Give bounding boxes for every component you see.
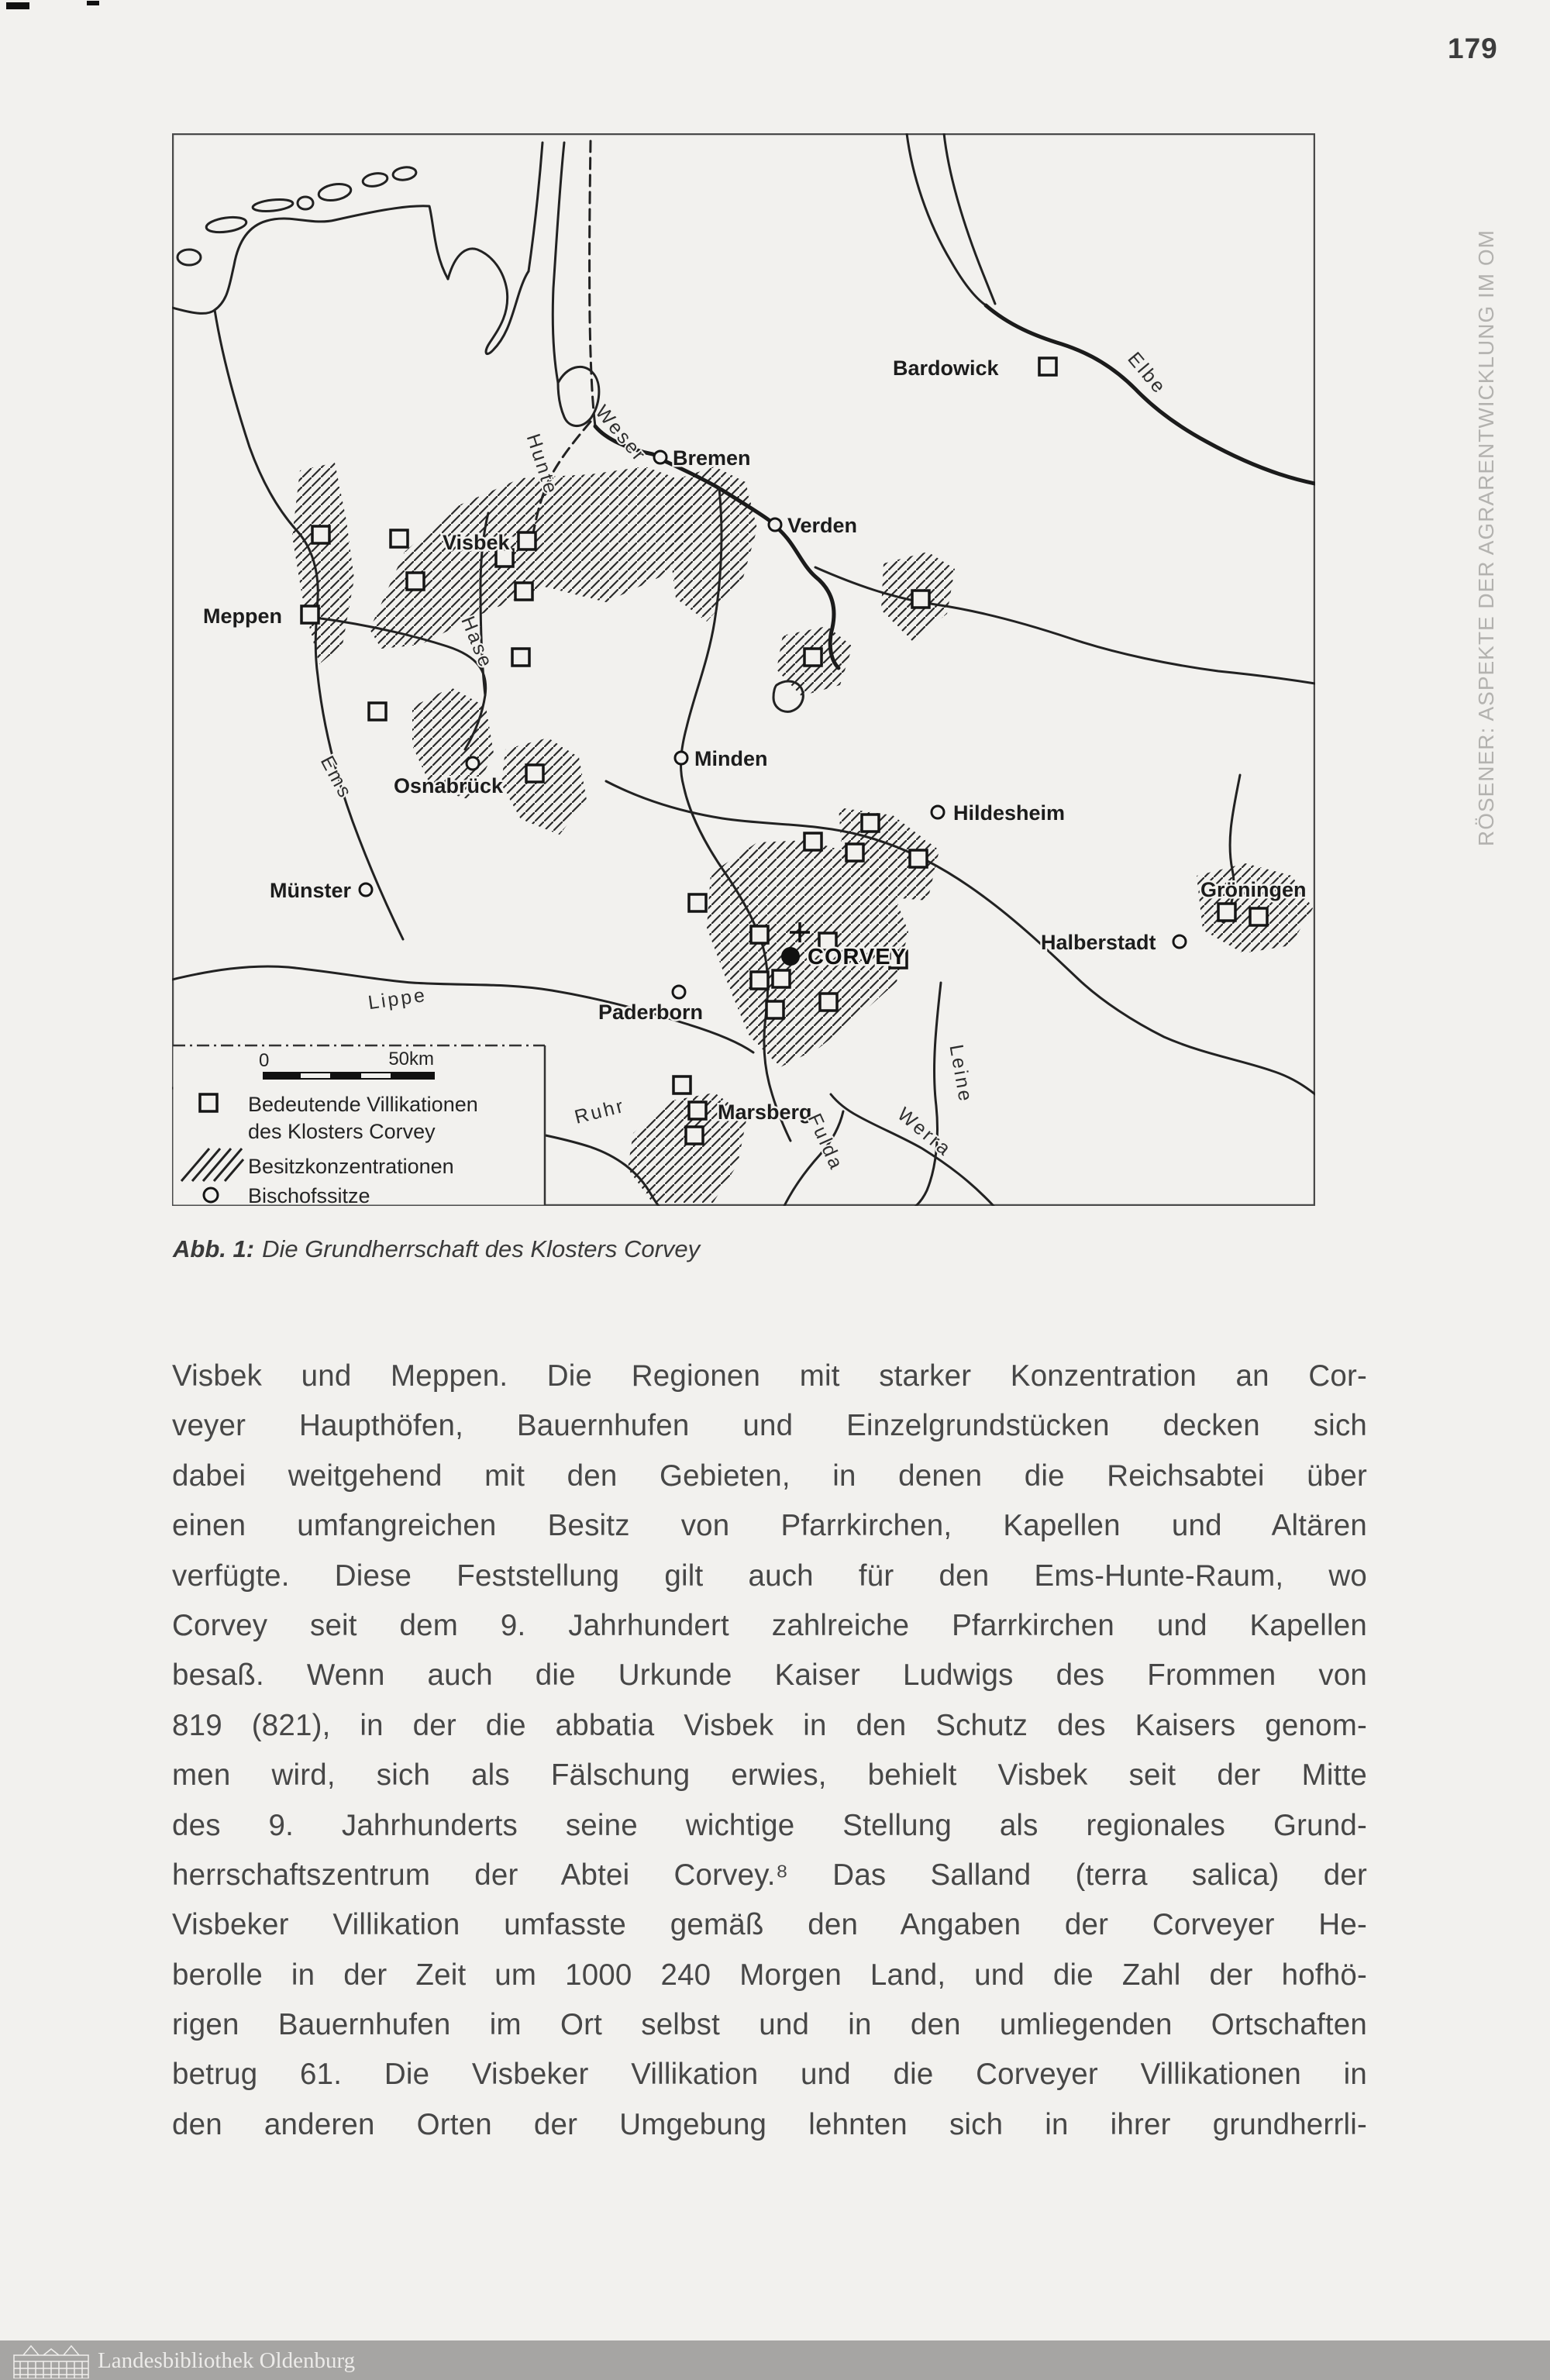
library-building-icon [12,2343,90,2378]
body-paragraph [172,1352,1367,2150]
villication-square-marker [1250,908,1267,925]
body-line: veyer Haupthöfen, Bauernhufen und Einzelgrundstücken decken sich [172,1409,1367,1443]
legend-villication-line1: Bedeutende Villikationen [248,1093,478,1116]
villication-square-marker [1039,358,1056,375]
body-line: berolle in der Zeit um 1000 240 Morgen Land, und die Zahl der hofhö- [172,1958,1367,1992]
villication-square-marker [391,530,408,547]
scan-artifact [6,2,29,9]
legend-square-icon [200,1094,217,1111]
villication-square-marker [1218,904,1235,921]
lake [773,681,803,711]
villication-square-marker [910,850,927,867]
label-muenster: Münster [270,879,352,902]
bishop-circle-bremen [654,451,666,463]
elbe-river [986,305,1315,484]
body-line: herrschaftszentrum der Abtei Corvey.⁸ Das Salland (terra salica) der [172,1858,1367,1892]
map-legend [173,1045,545,1206]
label-fulda-river: Fulda [803,1110,848,1174]
body-line: einen umfangreichen Besitz von Pfarrkirchen, Kapellen und Altären [172,1509,1367,1543]
body-line: Corvey seit dem 9. Jahrhundert zahlreiche Pfarrkirchen und Kapellen [172,1608,1367,1642]
bishop-circle-halberstadt [1173,935,1186,948]
scale-bar [264,1073,434,1079]
bishop-circle-paderborn [673,986,685,998]
villication-square-marker [515,583,532,600]
leine-river [881,983,941,1206]
sidebar-running-title: RÖSENER: ASPEKTE DER AGRARENTWICKLUNG IM OM [1474,229,1498,846]
bishop-circle-minden [675,752,687,764]
legend-concentration: Besitzkonzentrationen [248,1155,454,1178]
legend-circle-icon [204,1188,218,1202]
coastline [172,143,599,426]
label-lippe-river: Lippe [367,983,429,1014]
body-line: besaß. Wenn auch die Urkunde Kaiser Ludwigs des Frommen von [172,1658,1367,1693]
legend-bishop: Bischofssitze [248,1184,370,1206]
bishop-circle-muenster [360,883,372,896]
villication-square-marker [301,606,319,623]
label-corvey: CORVEY [808,945,907,970]
label-verden: Verden [787,514,858,537]
body-line: rigen Bauernhufen im Ort selbst und in den umliegenden Ortschaften [172,2008,1367,2042]
legend-villication-line2: des Klosters Corvey [248,1120,436,1143]
label-halberstadt: Halberstadt [1041,931,1156,954]
label-hase-river: Hase [456,613,498,672]
villication-square-marker [512,649,529,666]
label-weser-river: Weser [591,401,651,467]
page-number: 179 [1448,33,1498,64]
villication-square-marker [766,1001,784,1018]
label-meppen: Meppen [203,604,283,628]
label-bremen: Bremen [673,446,751,470]
villication-square-marker [751,972,768,989]
villication-square-marker [369,703,386,720]
label-marsberg: Marsberg [718,1100,812,1124]
label-hunte-river: Hunte [522,431,563,498]
label-ems-river: Ems [315,752,357,803]
bishop-circle-osnabrueck [467,757,479,770]
label-ruhr-river: Ruhr [572,1094,628,1128]
scale-zero: 0 [259,1050,270,1071]
label-osnabrueck: Osnabrück [394,774,504,797]
villication-square-marker [673,1076,691,1094]
bishop-circle-hildesheim [932,806,944,818]
corvey-dot [781,947,800,966]
label-paderborn: Paderborn [598,1001,704,1024]
label-visbek: Visbek [443,531,510,554]
weser-river [590,141,595,426]
label-leine-river: Leine [945,1042,977,1105]
villication-square-marker [518,532,536,549]
caption-text: Die Grundherrschaft des Klosters Corvey [262,1235,701,1262]
map-figure [172,133,1315,1206]
villication-square-marker [820,994,837,1011]
villication-square-marker [912,591,929,608]
body-line: men wird, sich als Fälschung erwies, behielt Visbek seit der Mitte [172,1758,1367,1793]
body-line: verfügte. Diese Feststellung gilt auch für den Ems-Hunte-Raum, wo [172,1559,1367,1593]
label-hildesheim: Hildesheim [953,801,1066,825]
villication-square-marker [526,765,543,782]
villication-square-marker [773,970,790,987]
body-line: dabei weitgehend mit den Gebieten, in denen die Reichsabtei über [172,1459,1367,1493]
body-line: des 9. Jahrhunderts seine wichtige Stellung als regionales Grund- [172,1808,1367,1842]
villication-square-marker [686,1127,703,1144]
figure-caption [173,1235,700,1263]
body-line: Visbek und Meppen. Die Regionen mit starker Konzentration an Cor- [172,1359,1367,1393]
label-groeningen: Gröningen [1200,878,1307,901]
label-minden: Minden [694,747,768,770]
label-elbe-river: Elbe [1123,348,1171,399]
body-line: 819 (821), in der die abbatia Visbek in den Schutz des Kaisers genom- [172,1708,1367,1742]
villication-square-marker [312,526,329,543]
label-werra-river: Werra [893,1103,956,1162]
corvey-map [172,133,1315,1206]
body-line: den anderen Orten der Umgebung lehnten sich in ihrer grundherrli- [172,2107,1367,2141]
villication-square-marker [751,926,768,943]
villication-square-marker [846,844,863,861]
villication-square-marker [689,1102,706,1119]
villication-square-marker [862,815,879,832]
library-footer-bar [0,2340,1550,2380]
body-line: betrug 61. Die Visbeker Villikation und die Corveyer Villikationen in [172,2058,1367,2092]
body-line: Visbeker Villikation umfasste gemäß den Angaben der Corveyer He- [172,1908,1367,1942]
scale-distance: 50km [388,1049,434,1069]
caption-number: Abb. 1: [173,1235,255,1262]
map-frame [173,134,1314,1205]
bishop-circle-verden [769,518,781,531]
villication-square-marker [407,573,424,590]
villication-square-marker [804,833,822,850]
scan-artifact [87,1,99,5]
villication-square-marker [689,894,706,911]
villication-square-marker [804,649,822,666]
library-name: Landesbibliothek Oldenburg [98,2348,356,2373]
label-bardowick: Bardowick [893,356,999,380]
